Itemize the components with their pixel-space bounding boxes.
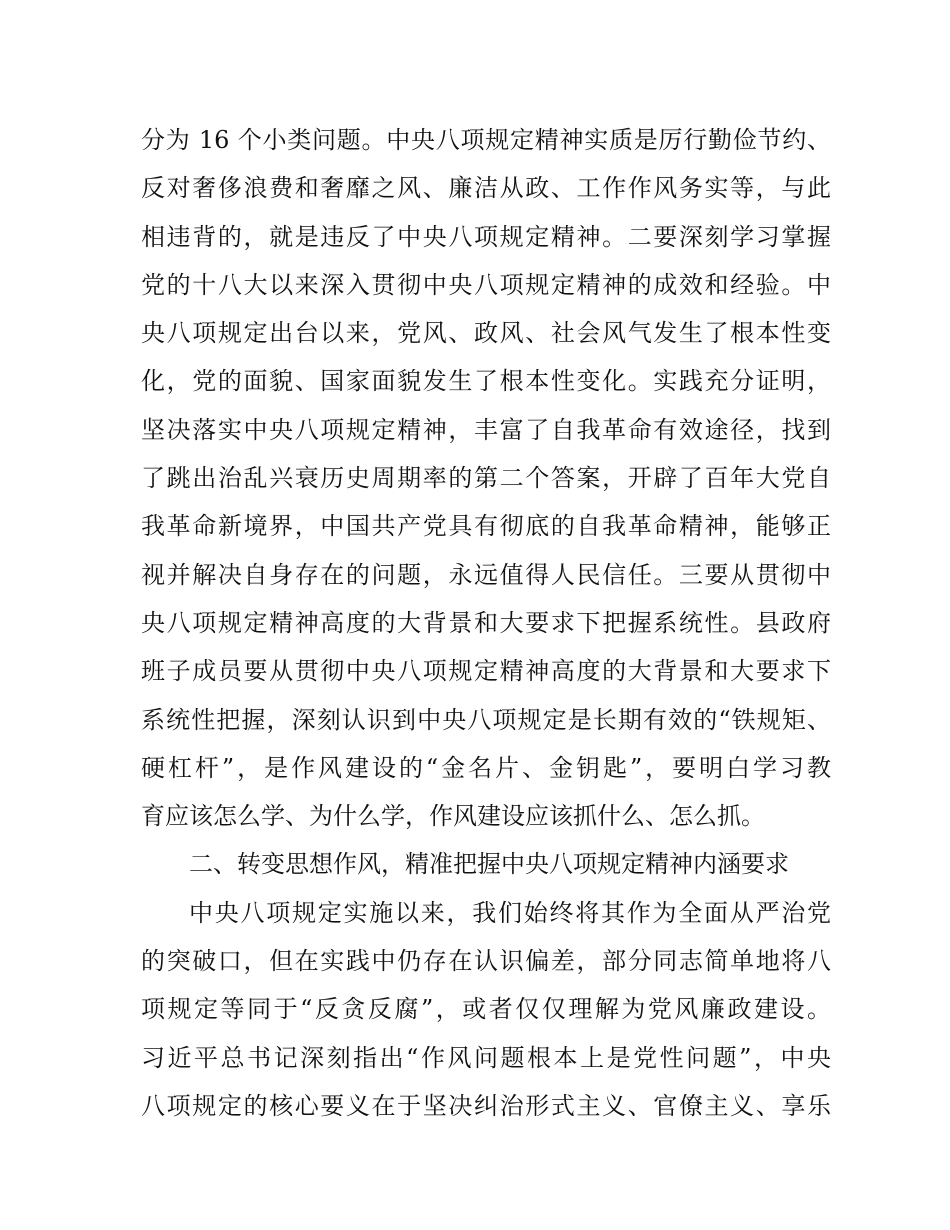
text-line: 央八项规定出台以来，党风、政风、社会风气发生了根本性变 <box>141 319 831 348</box>
text-line: 党的十八大以来深入贯彻中央八项规定精神的成效和经验。中 <box>141 270 831 299</box>
text-line: 分为 16 个小类问题。中央八项规定精神实质是厉行勤俭节约、 <box>141 126 831 154</box>
text-line: 八项规定的核心要义在于坚决纠治形式主义、官僚主义、享乐 <box>141 1091 831 1120</box>
section-heading: 二、转变思想作风，精准把握中央八项规定精神内涵要求 <box>189 850 789 879</box>
body-text <box>141 116 831 1130</box>
text-line: 硬杠杆”，是作风建设的“金名片、金钥匙”，要明白学习教 <box>141 753 831 782</box>
text-line: 了跳出治乱兴衰历史周期率的第二个答案，开辟了百年大党自 <box>141 464 831 493</box>
text-line: 视并解决自身存在的问题，永远值得人民信任。三要从贯彻中 <box>141 560 831 589</box>
text-line: 的突破口，但在实践中仍存在认识偏差，部分同志简单地将八 <box>141 947 831 976</box>
text-line: 相违背的，就是违反了中央八项规定精神。二要深刻学习掌握 <box>141 222 831 251</box>
text-line: 育应该怎么学、为什么学，作风建设应该抓什么、怎么抓。 <box>141 802 765 831</box>
text-line: 系统性把握，深刻认识到中央八项规定是长期有效的“铁规矩、 <box>141 705 831 734</box>
text-line: 班子成员要从贯彻中央八项规定精神高度的大背景和大要求下 <box>141 657 831 686</box>
text-line: 化，党的面貌、国家面貌发生了根本性变化。实践充分证明， <box>141 367 831 396</box>
text-line: 反对奢侈浪费和奢靡之风、廉洁从政、工作作风务实等，与此 <box>141 174 831 203</box>
text-line: 项规定等同于“反贪反腐”，或者仅仅理解为党风廉政建设。 <box>141 995 831 1024</box>
text-line: 习近平总书记深刻指出“作风问题根本上是党性问题”，中央 <box>141 1043 831 1072</box>
text-line: 我革命新境界，中国共产党具有彻底的自我革命精神，能够正 <box>141 512 831 541</box>
text-line: 中央八项规定实施以来，我们始终将其作为全面从严治党 <box>189 898 831 927</box>
text-line: 坚决落实中央八项规定精神，丰富了自我革命有效途径，找到 <box>141 415 831 444</box>
text-line: 央八项规定精神高度的大背景和大要求下把握系统性。县政府 <box>141 608 831 637</box>
